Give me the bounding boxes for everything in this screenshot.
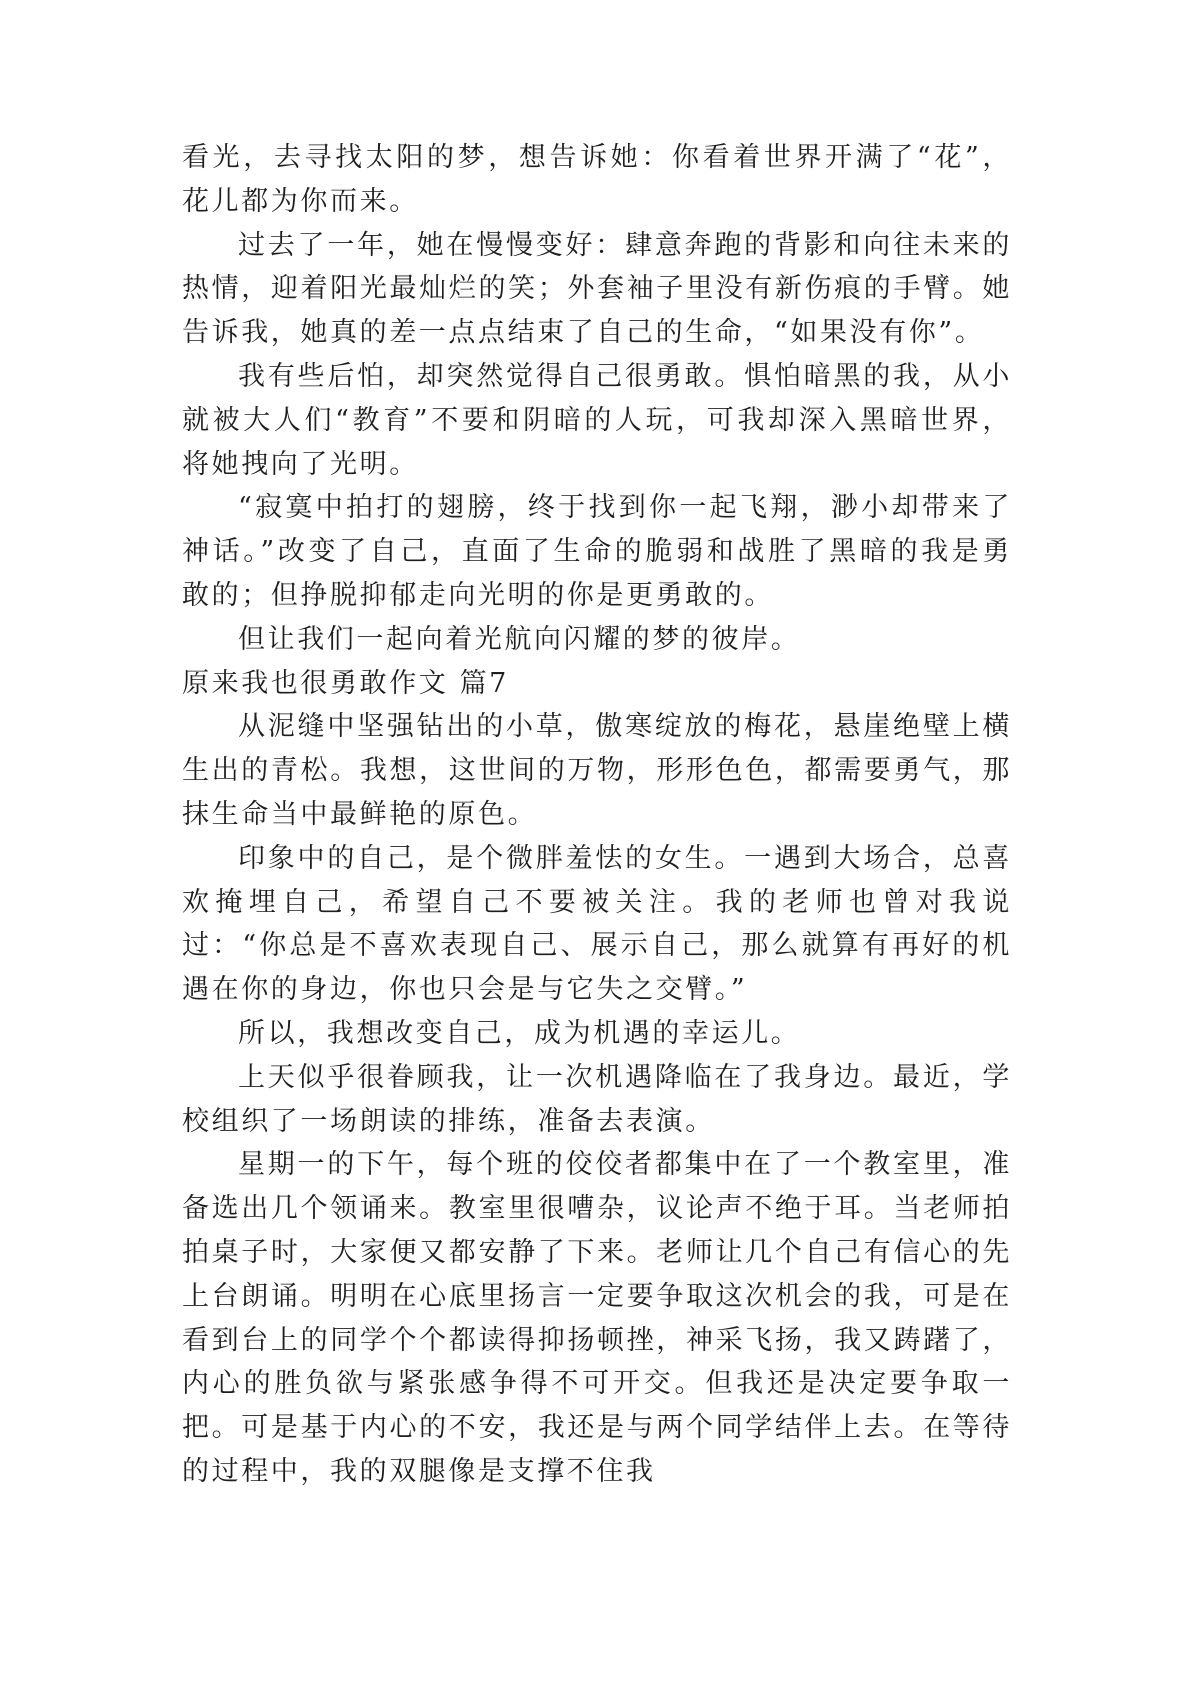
paragraph-4: “寂寞中拍打的翅膀，终于找到你一起飞翔，渺小却带来了神话。”改变了自己，直面了生命的脆弱和战胜了黑暗的我是勇敢的；但挣脱抑郁走向光明的你是更勇敢的。	[182, 492, 1012, 611]
paragraph-3: 我有些后怕，却突然觉得自己很勇敢。惧怕暗黑的我，从小就被大人们“教育”不要和阴暗的人玩，可我却深入黑暗世界，将她拽向了光明。	[182, 360, 1012, 480]
paragraph-7: 印象中的自己，是个微胖羞怯的女生。一遇到大场合，总喜欢掩埋自己，希望自己不要被关注。我的老师也曾对我说过：“你总是不喜欢表现自己、展示自己，那么就算有再好的机遇在你的身边，你也只会是与它失之交臂。”	[182, 842, 1012, 1006]
paragraph-9: 上天似乎很眷顾我，让一次机遇降临在了我身边。最近，学校组织了一场朗读的排练，准备去表演。	[182, 1061, 1012, 1137]
document-body	[182, 136, 1012, 1494]
section-heading: 原来我也很勇敢作文 篇7	[182, 667, 509, 699]
paragraph-6: 从泥缝中坚强钻出的小草，傲寒绽放的梅花，悬崖绝壁上横生出的青松。我想，这世间的万物，形形色色，都需要勇气，那抹生命当中最鲜艳的原色。	[182, 711, 1012, 830]
paragraph-8: 所以，我想改变自己，成为机遇的幸运儿。	[238, 1017, 801, 1049]
paragraph-10: 星期一的下午，每个班的佼佼者都集中在了一个教室里，准备选出几个领诵来。教室里很嘈杂，议论声不绝于耳。当老师拍拍桌子时，大家便又都安静了下来。老师让几个自己有信心的先上台朗诵。明明在心底里扬言一定要争取这次机会的我，可是在看到台上的同学个个都读得抑扬顿挫，神采飞扬，我又踌躇了，内心的胜负欲与紧张感争得不可开交。但我还是决定要争取一把。可是基于内心的不安，我还是与两个同学结伴上去。在等待的过程中，我的双腿像是支撑不住我	[182, 1149, 1012, 1487]
paragraph-1: 看光，去寻找太阳的梦，想告诉她：你看着世界开满了“花”，花儿都为你而来。	[182, 142, 1012, 217]
paragraph-2: 过去了一年，她在慢慢变好：肆意奔跑的背影和向往未来的热情，迎着阳光最灿烂的笑；外套袖子里没有新伤痕的手臂。她告诉我，她真的差一点点结束了自己的生命，“如果没有你”。	[182, 229, 1012, 349]
paragraph-5: 但让我们一起向着光航向闪耀的梦的彼岸。	[238, 623, 801, 655]
